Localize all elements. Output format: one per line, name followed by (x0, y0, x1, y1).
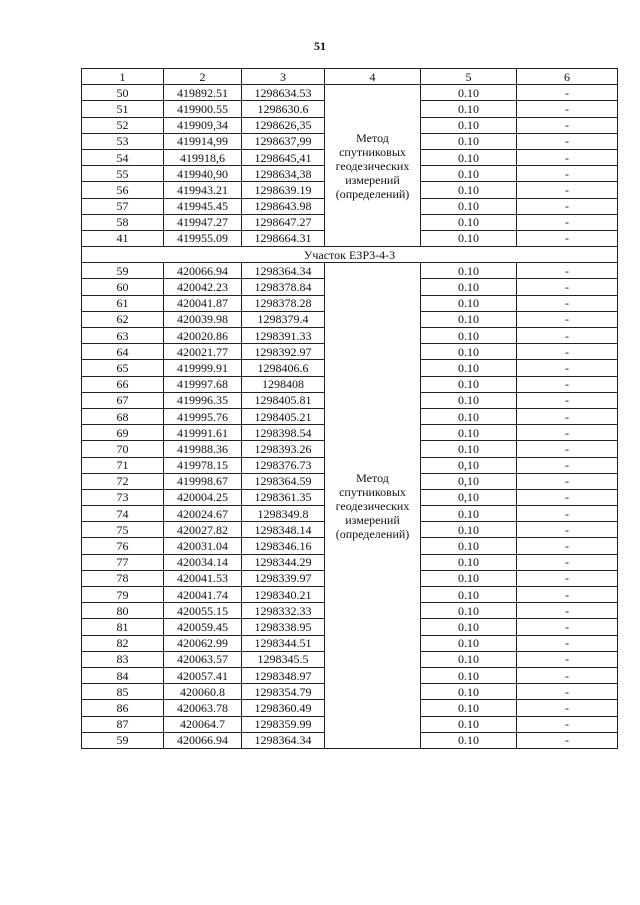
point-number-cell: 50 (82, 85, 164, 101)
description-cell: - (517, 311, 618, 327)
y-coordinate-cell: 1298346.16 (242, 538, 325, 554)
accuracy-cell: 0.10 (421, 133, 517, 149)
section-title: Участок ЕЗР3-4-3 (82, 247, 618, 263)
accuracy-cell: 0.10 (421, 522, 517, 538)
table-row (82, 85, 618, 101)
header-row (82, 69, 618, 85)
description-cell: - (517, 214, 618, 230)
accuracy-cell: 0.10 (421, 425, 517, 441)
method-text-line: спутниковых (339, 144, 406, 159)
method-text-line: Метод (356, 470, 389, 485)
accuracy-cell: 0.10 (421, 328, 517, 344)
accuracy-cell: 0.10 (421, 166, 517, 182)
x-coordinate-cell: 419978.15 (164, 457, 242, 473)
description-cell: - (517, 425, 618, 441)
column-header-3: 3 (242, 69, 325, 85)
x-coordinate-cell: 420063.78 (164, 700, 242, 716)
accuracy-cell: 0.10 (421, 344, 517, 360)
point-number-cell: 54 (82, 149, 164, 165)
description-cell: - (517, 473, 618, 489)
description-cell: - (517, 263, 618, 279)
accuracy-cell: 0.10 (421, 603, 517, 619)
point-number-cell: 78 (82, 570, 164, 586)
x-coordinate-cell: 420021.77 (164, 344, 242, 360)
point-number-cell: 63 (82, 328, 164, 344)
y-coordinate-cell: 1298376.73 (242, 457, 325, 473)
point-number-cell: 60 (82, 279, 164, 295)
description-cell: - (517, 295, 618, 311)
y-coordinate-cell: 1298348.97 (242, 667, 325, 683)
description-cell: - (517, 716, 618, 732)
point-number-cell: 59 (82, 263, 164, 279)
accuracy-cell: 0.10 (421, 214, 517, 230)
x-coordinate-cell: 420059.45 (164, 619, 242, 635)
point-number-cell: 57 (82, 198, 164, 214)
accuracy-cell: 0.10 (421, 651, 517, 667)
x-coordinate-cell: 419955.09 (164, 230, 242, 246)
description-cell: - (517, 182, 618, 198)
accuracy-cell: 0.10 (421, 360, 517, 376)
x-coordinate-cell: 420039.98 (164, 311, 242, 327)
description-cell: - (517, 619, 618, 635)
description-cell: - (517, 344, 618, 360)
y-coordinate-cell: 1298393.26 (242, 441, 325, 457)
y-coordinate-cell: 1298645,41 (242, 149, 325, 165)
point-number-cell: 69 (82, 425, 164, 441)
description-cell: - (517, 603, 618, 619)
accuracy-cell: 0.10 (421, 554, 517, 570)
x-coordinate-cell: 420031.04 (164, 538, 242, 554)
table-row (82, 263, 618, 279)
method-cell (325, 263, 421, 749)
y-coordinate-cell: 1298637,99 (242, 133, 325, 149)
table-header (82, 69, 618, 85)
method-text-line: геодезических (335, 498, 410, 513)
point-number-cell: 41 (82, 230, 164, 246)
description-cell: - (517, 408, 618, 424)
y-coordinate-cell: 1298344.29 (242, 554, 325, 570)
column-header-5: 5 (421, 69, 517, 85)
x-coordinate-cell: 420024.67 (164, 506, 242, 522)
x-coordinate-cell: 420041.87 (164, 295, 242, 311)
point-number-cell: 80 (82, 603, 164, 619)
x-coordinate-cell: 419892.51 (164, 85, 242, 101)
x-coordinate-cell: 420004.25 (164, 489, 242, 505)
point-number-cell: 64 (82, 344, 164, 360)
description-cell: - (517, 700, 618, 716)
description-cell: - (517, 489, 618, 505)
point-number-cell: 87 (82, 716, 164, 732)
x-coordinate-cell: 419988.36 (164, 441, 242, 457)
y-coordinate-cell: 1298664.31 (242, 230, 325, 246)
accuracy-cell: 0.10 (421, 667, 517, 683)
accuracy-cell: 0.10 (421, 684, 517, 700)
y-coordinate-cell: 1298626,35 (242, 117, 325, 133)
point-number-cell: 81 (82, 619, 164, 635)
point-number-cell: 82 (82, 635, 164, 651)
x-coordinate-cell: 419995.76 (164, 408, 242, 424)
y-coordinate-cell: 1298340.21 (242, 587, 325, 603)
point-number-cell: 53 (82, 133, 164, 149)
accuracy-cell: 0.10 (421, 506, 517, 522)
y-coordinate-cell: 1298406.6 (242, 360, 325, 376)
description-cell: - (517, 570, 618, 586)
description-cell: - (517, 732, 618, 748)
y-coordinate-cell: 1298364.59 (242, 473, 325, 489)
point-number-cell: 56 (82, 182, 164, 198)
x-coordinate-cell: 420060.8 (164, 684, 242, 700)
description-cell: - (517, 149, 618, 165)
point-number-cell: 75 (82, 522, 164, 538)
y-coordinate-cell: 1298634.53 (242, 85, 325, 101)
description-cell: - (517, 328, 618, 344)
x-coordinate-cell: 420066.94 (164, 732, 242, 748)
y-coordinate-cell: 1298349.8 (242, 506, 325, 522)
x-coordinate-cell: 419996.35 (164, 392, 242, 408)
accuracy-cell: 0.10 (421, 570, 517, 586)
accuracy-cell: 0.10 (421, 700, 517, 716)
description-cell: - (517, 392, 618, 408)
point-number-cell: 66 (82, 376, 164, 392)
x-coordinate-cell: 420042.23 (164, 279, 242, 295)
x-coordinate-cell: 419997.68 (164, 376, 242, 392)
description-cell: - (517, 522, 618, 538)
method-text-line: измерений (345, 172, 400, 187)
method-text-line: (определений) (335, 186, 410, 201)
accuracy-cell: 0.10 (421, 392, 517, 408)
y-coordinate-cell: 1298348.14 (242, 522, 325, 538)
accuracy-cell: 0.10 (421, 198, 517, 214)
description-cell: - (517, 198, 618, 214)
x-coordinate-cell: 419998.67 (164, 473, 242, 489)
description-cell: - (517, 457, 618, 473)
y-coordinate-cell: 1298391.33 (242, 328, 325, 344)
accuracy-cell: 0,10 (421, 457, 517, 473)
description-cell: - (517, 667, 618, 683)
accuracy-cell: 0.10 (421, 230, 517, 246)
y-coordinate-cell: 1298378.84 (242, 279, 325, 295)
description-cell: - (517, 133, 618, 149)
description-cell: - (517, 506, 618, 522)
point-number-cell: 68 (82, 408, 164, 424)
y-coordinate-cell: 1298364.34 (242, 732, 325, 748)
point-number-cell: 71 (82, 457, 164, 473)
accuracy-cell: 0.10 (421, 408, 517, 424)
y-coordinate-cell: 1298392.97 (242, 344, 325, 360)
point-number-cell: 51 (82, 101, 164, 117)
x-coordinate-cell: 420027.82 (164, 522, 242, 538)
method-text-line: Метод (356, 130, 389, 145)
x-coordinate-cell: 420034.14 (164, 554, 242, 570)
x-coordinate-cell: 419940,90 (164, 166, 242, 182)
x-coordinate-cell: 419909,34 (164, 117, 242, 133)
description-cell: - (517, 230, 618, 246)
x-coordinate-cell: 420066.94 (164, 263, 242, 279)
x-coordinate-cell: 420062.99 (164, 635, 242, 651)
y-coordinate-cell: 1298379.4 (242, 311, 325, 327)
description-cell: - (517, 85, 618, 101)
accuracy-cell: 0.10 (421, 538, 517, 554)
y-coordinate-cell: 1298344.51 (242, 635, 325, 651)
section-row (82, 247, 618, 263)
x-coordinate-cell: 420020.86 (164, 328, 242, 344)
description-cell: - (517, 635, 618, 651)
y-coordinate-cell: 1298354.79 (242, 684, 325, 700)
point-number-cell: 83 (82, 651, 164, 667)
column-header-6: 6 (517, 69, 618, 85)
point-number-cell: 62 (82, 311, 164, 327)
description-cell: - (517, 376, 618, 392)
point-number-cell: 55 (82, 166, 164, 182)
y-coordinate-cell: 1298339.97 (242, 570, 325, 586)
x-coordinate-cell: 420055.15 (164, 603, 242, 619)
accuracy-cell: 0.10 (421, 182, 517, 198)
y-coordinate-cell: 1298359.99 (242, 716, 325, 732)
description-cell: - (517, 651, 618, 667)
y-coordinate-cell: 1298634,38 (242, 166, 325, 182)
y-coordinate-cell: 1298639.19 (242, 182, 325, 198)
accuracy-cell: 0.10 (421, 587, 517, 603)
y-coordinate-cell: 1298630.6 (242, 101, 325, 117)
point-number-cell: 67 (82, 392, 164, 408)
column-header-4: 4 (325, 69, 421, 85)
x-coordinate-cell: 419947.27 (164, 214, 242, 230)
accuracy-cell: 0.10 (421, 85, 517, 101)
y-coordinate-cell: 1298364.34 (242, 263, 325, 279)
point-number-cell: 65 (82, 360, 164, 376)
accuracy-cell: 0.10 (421, 732, 517, 748)
method-cell (325, 85, 421, 247)
description-cell: - (517, 587, 618, 603)
y-coordinate-cell: 1298332.33 (242, 603, 325, 619)
x-coordinate-cell: 419918,6 (164, 149, 242, 165)
accuracy-cell: 0.10 (421, 263, 517, 279)
x-coordinate-cell: 419991.61 (164, 425, 242, 441)
x-coordinate-cell: 419900.55 (164, 101, 242, 117)
x-coordinate-cell: 420041.74 (164, 587, 242, 603)
accuracy-cell: 0.10 (421, 149, 517, 165)
description-cell: - (517, 684, 618, 700)
accuracy-cell: 0.10 (421, 619, 517, 635)
point-number-cell: 86 (82, 700, 164, 716)
point-number-cell: 85 (82, 684, 164, 700)
accuracy-cell: 0.10 (421, 311, 517, 327)
point-number-cell: 61 (82, 295, 164, 311)
description-cell: - (517, 117, 618, 133)
accuracy-cell: 0.10 (421, 295, 517, 311)
description-cell: - (517, 166, 618, 182)
y-coordinate-cell: 1298378.28 (242, 295, 325, 311)
point-number-cell: 76 (82, 538, 164, 554)
y-coordinate-cell: 1298360.49 (242, 700, 325, 716)
point-number-cell: 77 (82, 554, 164, 570)
column-header-2: 2 (164, 69, 242, 85)
x-coordinate-cell: 419914,99 (164, 133, 242, 149)
accuracy-cell: 0.10 (421, 635, 517, 651)
accuracy-cell: 0.10 (421, 441, 517, 457)
x-coordinate-cell: 419945.45 (164, 198, 242, 214)
point-number-cell: 72 (82, 473, 164, 489)
method-text-line: спутниковых (339, 484, 406, 499)
accuracy-cell: 0,10 (421, 489, 517, 505)
description-cell: - (517, 279, 618, 295)
y-coordinate-cell: 1298398.54 (242, 425, 325, 441)
page-number: 51 (314, 39, 326, 53)
point-number-cell: 74 (82, 506, 164, 522)
method-text-line: геодезических (335, 158, 410, 173)
x-coordinate-cell: 419999.91 (164, 360, 242, 376)
point-number-cell: 79 (82, 587, 164, 603)
accuracy-cell: 0.10 (421, 117, 517, 133)
method-text-line: измерений (345, 512, 400, 527)
y-coordinate-cell: 1298643.98 (242, 198, 325, 214)
y-coordinate-cell: 1298408 (242, 376, 325, 392)
accuracy-cell: 0,10 (421, 473, 517, 489)
description-cell: - (517, 360, 618, 376)
point-number-cell: 52 (82, 117, 164, 133)
y-coordinate-cell: 1298647.27 (242, 214, 325, 230)
description-cell: - (517, 101, 618, 117)
accuracy-cell: 0.10 (421, 376, 517, 392)
x-coordinate-cell: 420041.53 (164, 570, 242, 586)
point-number-cell: 58 (82, 214, 164, 230)
point-number-cell: 84 (82, 667, 164, 683)
point-number-cell: 73 (82, 489, 164, 505)
y-coordinate-cell: 1298361.35 (242, 489, 325, 505)
table-body (82, 85, 618, 749)
method-text-line: (определений) (335, 526, 410, 541)
point-number-cell: 59 (82, 732, 164, 748)
description-cell: - (517, 554, 618, 570)
y-coordinate-cell: 1298405.21 (242, 408, 325, 424)
y-coordinate-cell: 1298338.95 (242, 619, 325, 635)
description-cell: - (517, 538, 618, 554)
accuracy-cell: 0.10 (421, 101, 517, 117)
y-coordinate-cell: 1298405.81 (242, 392, 325, 408)
x-coordinate-cell: 419943.21 (164, 182, 242, 198)
y-coordinate-cell: 1298345.5 (242, 651, 325, 667)
column-header-1: 1 (82, 69, 164, 85)
description-cell: - (517, 441, 618, 457)
coordinates-table (81, 68, 618, 749)
point-number-cell: 70 (82, 441, 164, 457)
x-coordinate-cell: 420063.57 (164, 651, 242, 667)
accuracy-cell: 0.10 (421, 279, 517, 295)
x-coordinate-cell: 420064.7 (164, 716, 242, 732)
accuracy-cell: 0.10 (421, 716, 517, 732)
x-coordinate-cell: 420057.41 (164, 667, 242, 683)
